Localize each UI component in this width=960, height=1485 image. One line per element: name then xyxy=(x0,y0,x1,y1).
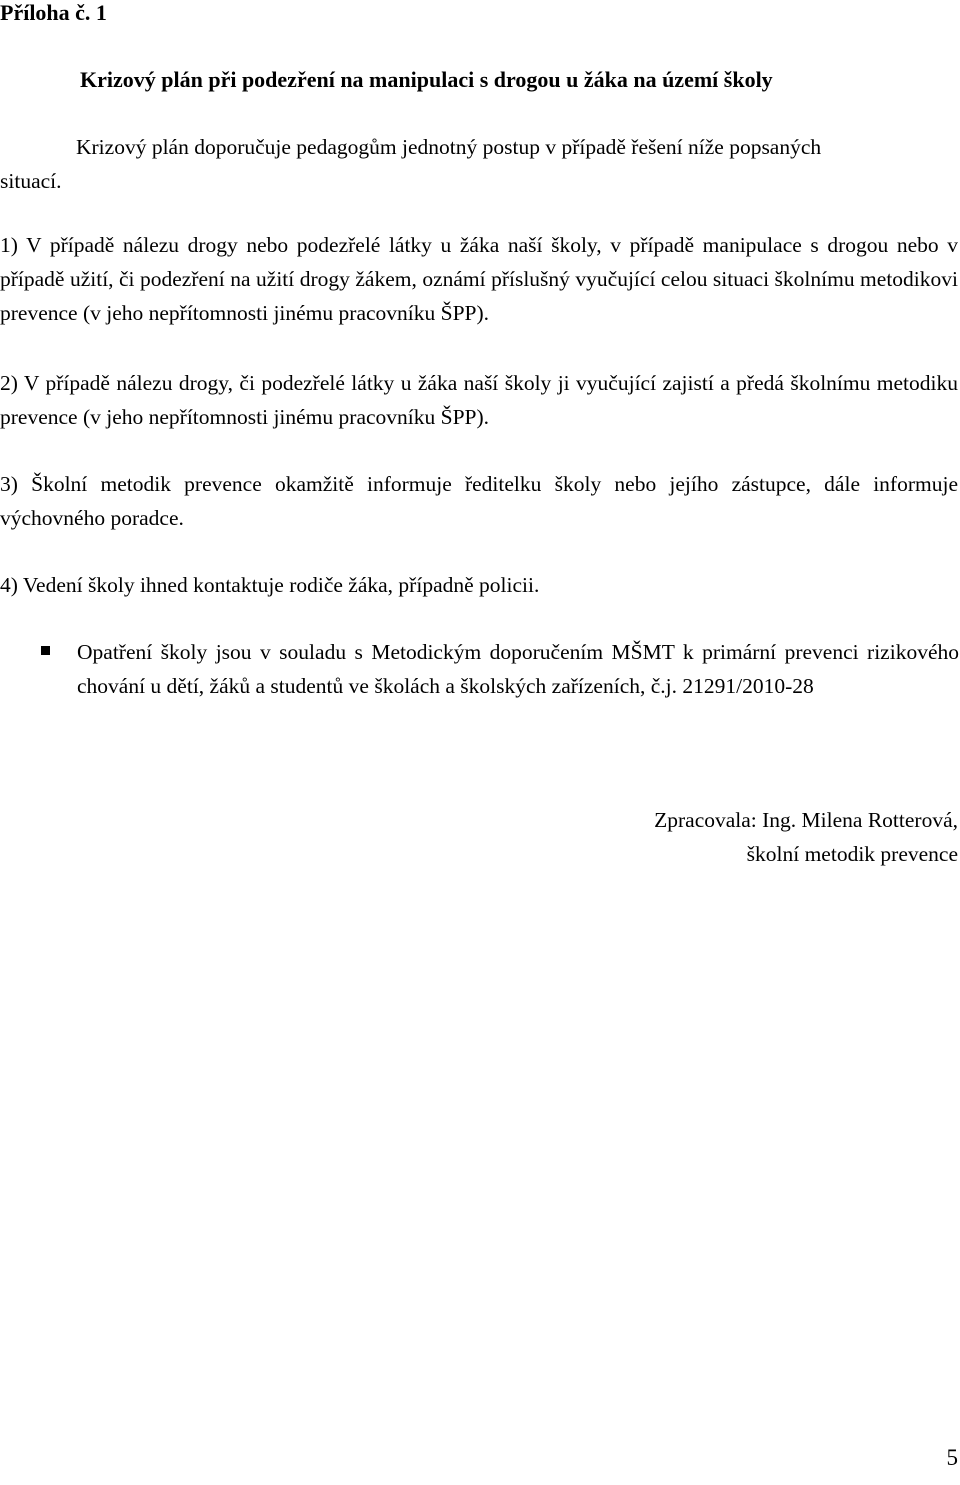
signature-role: školní metodik prevence xyxy=(746,842,958,866)
square-bullet-icon xyxy=(41,646,50,655)
step-3-paragraph: 3) Školní metodik prevence okamžitě informuje ředitelku školy nebo jejího zástupce, dále informuje výchovného poradce. xyxy=(0,472,958,530)
step-2-paragraph: 2) V případě nálezu drogy, či podezřelé látky u žáka naší školy ji vyučující zajistí a předá školnímu metodiku prevence (v jeho nepřítomnosti jinému pracovníku ŠPP). xyxy=(0,371,958,429)
page-number: 5 xyxy=(946,1445,958,1470)
intro-line-1: Krizový plán doporučuje pedagogům jednotný postup v případě řešení níže popsaných xyxy=(76,135,822,159)
signature-block xyxy=(654,803,958,871)
intro-line-2: situací. xyxy=(0,169,62,193)
appendix-label: Příloha č. 1 xyxy=(0,0,107,25)
document-title: Krizový plán při podezření na manipulaci s drogou u žáka na území školy xyxy=(80,67,773,92)
step-1-paragraph: 1) V případě nálezu drogy nebo podezřelé látky u žáka naší školy, v případě manipulace s drogou nebo v případě užití, či podezření na užití drogy žákem, oznámí příslušný vyučující celou situaci školnímu metodikovi prevence (v jeho nepřítomnosti jinému pracovníku ŠPP). xyxy=(0,233,958,325)
step-4-paragraph: 4) Vedení školy ihned kontaktuje rodiče žáka, případně policii. xyxy=(0,573,540,597)
signature-author: Zpracovala: Ing. Milena Rotterová, xyxy=(654,808,958,832)
bullet-note: Opatření školy jsou v souladu s Metodickým doporučením MŠMT k primární prevenci rizikového chování u dětí, žáků a studentů ve školách a školských zařízeních, č.j. 21291/2010-28 xyxy=(77,640,959,698)
intro-paragraph xyxy=(0,130,958,198)
